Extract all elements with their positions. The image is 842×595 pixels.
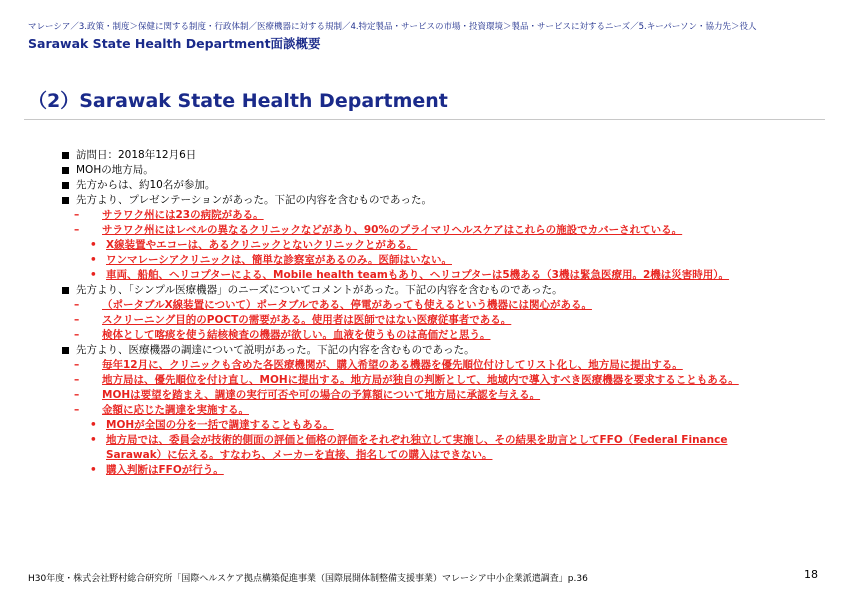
title-divider (24, 119, 825, 120)
sub-item (74, 403, 782, 418)
sub-item (74, 313, 782, 328)
sub-sub-item-text: ワンマレーシアクリニックは、簡単な診察室があるのみ。医師はいない。 (106, 254, 452, 266)
dash-marker: – (74, 224, 80, 236)
dot-marker: • (90, 239, 97, 251)
dash-marker: – (74, 374, 80, 386)
bullet-item-attendees: 先方からは、約10名が参加。 (62, 178, 782, 193)
bullet-list (62, 148, 782, 478)
sub-item-text: スクリーニング目的のPOCTの需要がある。使用者は医師ではない医療従事者である。 (102, 314, 512, 326)
page-subtitle: Sarawak State Health Department面談概要 (28, 36, 321, 51)
source-citation: H30年度・株式会社野村総合研究所「国際ヘルスケア拠点構築促進事業（国際展開体制整備支援事業）マレーシア中小企業派遣調査」p.36 (28, 574, 588, 584)
sub-item-text: 毎年12月に、クリニックも含めた各医療機関が、購入希望のある機器を優先順位付けしてリスト化し、地方局に提出する。 (102, 359, 683, 371)
bullet-item-presentation: 先方より、プレゼンテーションがあった。下記の内容を含むものであった。 (62, 193, 782, 208)
bullet-item-visit-date: 訪問日：2018年12月6日 (62, 148, 782, 163)
dot-marker: • (90, 434, 97, 446)
sub-sub-item (90, 253, 782, 268)
sub-sub-item-text: 地方局では、委員会が技術的側面の評価と価格の評価をそれぞれ独立して実施し、その結果を助言としてFFO（Federal Finance Sarawak）に伝える。すなわち、メーカーを直接、指名しての購入はできない。 (106, 434, 728, 461)
dot-marker: • (90, 254, 97, 266)
sub-item-text: サラワク州にはレベルの異なるクリニックなどがあり、90%のプライマリヘルスケアはこれらの施設でカバーされている。 (102, 224, 683, 236)
sub-sub-item-text: 購入判断はFFOが行う。 (106, 464, 224, 476)
sub-item (74, 358, 782, 373)
sub-sub-item (90, 268, 782, 283)
sub-item-text: MOHは要望を踏まえ、調達の実行可否や可の場合の予算額について地方局に承認を与える。 (102, 389, 541, 401)
sub-sub-item-text: 車両、船舶、ヘリコプターによる、Mobile health teamもあり、ヘリコプターは5機ある（3機は緊急医療用。2機は災害時用）。 (106, 269, 730, 281)
dash-marker: – (74, 299, 80, 311)
sub-sub-item (90, 463, 782, 478)
bullet-item-procurement: 先方より、医療機器の調達について説明があった。下記の内容を含むものであった。 (62, 343, 782, 358)
sub-item (74, 208, 782, 223)
dash-marker: – (74, 329, 80, 341)
bullet-item-simple-device-needs: 先方より、「シンプル医療機器」のニーズについてコメントがあった。下記の内容を含むものであった。 (62, 283, 782, 298)
sub-item (74, 298, 782, 313)
page-number: 18 (804, 568, 818, 581)
sub-item (74, 388, 782, 403)
sub-item-text: （ポータブルX線装置について）ポータブルである、停電があっても使えるという機器には関心がある。 (102, 299, 592, 311)
bullet-item-moh-office: MOHの地方局。 (62, 163, 782, 178)
sub-item-text: 地方局は、優先順位を付け直し、MOHに提出する。地方局が独自の判断として、地域内で導入すべき医療機器を要求することもある。 (102, 374, 739, 386)
sub-item (74, 328, 782, 343)
sub-item (74, 373, 782, 388)
dot-marker: • (90, 464, 97, 476)
dash-marker: – (74, 314, 80, 326)
breadcrumb: マレーシア／3.政策・制度＞保健に関する制度・行政体制／医療機器に対する規制／4.特定製品・サービスの市場・投資環境＞製品・サービスに対するニーズ／5.キーパーソン・協力先＞役人 (28, 22, 757, 32)
sub-sub-item (90, 238, 782, 253)
dash-marker: – (74, 209, 80, 221)
sub-sub-item (90, 433, 782, 463)
dash-marker: – (74, 389, 80, 401)
sub-item-text: 検体として喀痰を使う結核検査の機器が欲しい。血液を使うものは高価だと思う。 (102, 329, 491, 341)
dot-marker: • (90, 269, 97, 281)
sub-sub-item-text: MOHが全国の分を一括で調達することもある。 (106, 419, 334, 431)
sub-item-text: サラワク州には23の病院がある。 (102, 209, 264, 221)
dash-marker: – (74, 404, 80, 416)
sub-sub-item-text: X線装置やエコーは、あるクリニックとないクリニックとがある。 (106, 239, 418, 251)
page-title: （2）Sarawak State Health Department (28, 90, 448, 112)
sub-sub-item (90, 418, 782, 433)
dot-marker: • (90, 419, 97, 431)
sub-item (74, 223, 782, 238)
dash-marker: – (74, 359, 80, 371)
sub-item-text: 金額に応じた調達を実施する。 (102, 404, 249, 416)
